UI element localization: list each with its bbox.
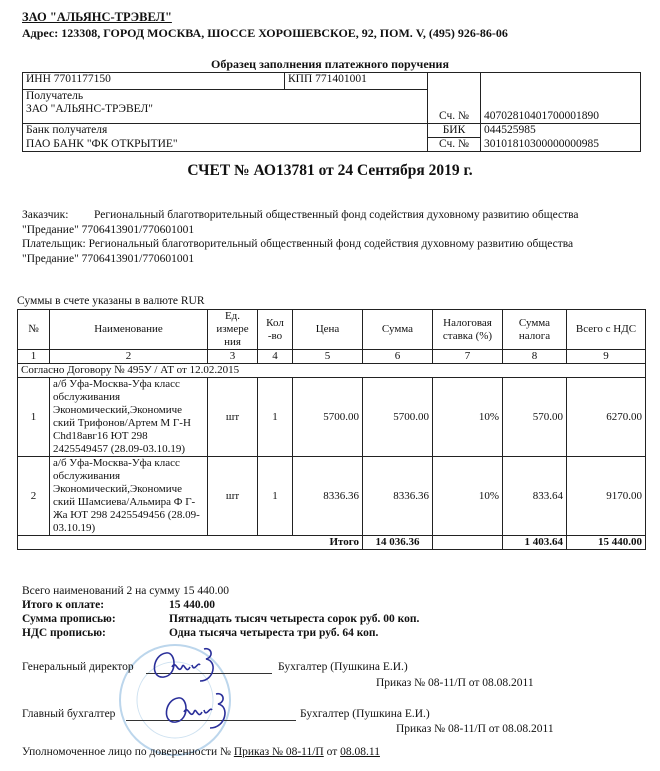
row-number: 2 (18, 457, 50, 536)
customer-line2: "Предание" 7706413901/770601001 (22, 223, 195, 236)
row-total: 9170.00 (567, 457, 646, 536)
col-header: Всего с НДС (567, 310, 646, 350)
director-signature-icon (148, 645, 228, 685)
table-row (18, 378, 646, 457)
total-tax: 1 403.64 (503, 536, 567, 550)
summary (22, 584, 419, 640)
proxy-from: от (326, 746, 338, 758)
proxy-doc: Приказ № 08-11/П (233, 746, 324, 758)
corr-label: Сч. № (428, 138, 481, 152)
currency-note: Суммы в счете указаны в валюте RUR (17, 295, 205, 307)
vat-label: НДС прописью: (22, 627, 106, 639)
recipient-label: Получатель (26, 90, 84, 102)
accountant-label: Главный бухгалтер (22, 708, 116, 720)
parties (22, 208, 578, 266)
proxy-label: Уполномоченное лицо по доверенности № (22, 746, 231, 758)
payer-label: Плательщик: (22, 238, 86, 250)
row-name: а/б Уфа-Москва-Уфа класс обслуживания Экономический,Экономиче ский Шамсиева/Альмира Ф Г-Жа ЮТ 298 2425549456 (28.09-03.10.19) (50, 457, 208, 536)
row-rate: 10% (433, 378, 503, 457)
row-rate: 10% (433, 457, 503, 536)
row-qty: 1 (258, 457, 293, 536)
director-order: Приказ № 08-11/П от 08.08.2011 (376, 677, 534, 689)
director-label: Генеральный директор (22, 661, 134, 673)
col-number: 6 (363, 350, 433, 364)
col-header: Ед. измере ния (208, 310, 258, 350)
proxy-date: 08.08.11 (340, 746, 380, 758)
col-number: 1 (18, 350, 50, 364)
col-number: 4 (258, 350, 293, 364)
inn: ИНН 7701177150 (23, 73, 285, 90)
payer-line2: "Предание" 7706413901/770601001 (22, 252, 195, 265)
items-table (17, 309, 646, 550)
col-number: 2 (50, 350, 208, 364)
bank-label: Банк получателя (23, 124, 428, 138)
company-name: ЗАО "АЛЬЯНС-ТРЭВЕЛ" (22, 10, 172, 24)
company-address: Адрес: 123308, ГОРОД МОСКВА, ШОССЕ ХОРОШЕВСКОЕ, 92, ПОМ. V, (495) 926-86-06 (22, 26, 508, 40)
row-total: 6270.00 (567, 378, 646, 457)
to-pay: 15 440.00 (169, 599, 215, 611)
row-unit: шт (208, 457, 258, 536)
customer: Региональный благотворительный общественный фонд содействия духовному развитию общества (94, 209, 579, 221)
col-header: Сумма (363, 310, 433, 350)
account: 40702810401700001890 (481, 73, 641, 124)
row-name: а/б Уфа-Москва-Уфа класс обслуживания Экономический,Экономиче ский Трифонов/Артем М Г-Н Chd18авг16 ЮТ 298 2425549457 (28.09-03.10.19) (50, 378, 208, 457)
col-number: 5 (293, 350, 363, 364)
col-header: Сумма налога (503, 310, 567, 350)
kpp: КПП 771401001 (285, 73, 428, 90)
row-number: 1 (18, 378, 50, 457)
customer-label: Заказчик: (22, 209, 69, 221)
bik-label: БИК (428, 124, 481, 138)
row-qty: 1 (258, 378, 293, 457)
col-number: 9 (567, 350, 646, 364)
col-header: Налоговая ставка (%) (433, 310, 503, 350)
accountant-order: Приказ № 08-11/П от 08.08.2011 (396, 723, 554, 735)
bank-details-table (22, 72, 641, 152)
row-sum: 5700.00 (363, 378, 433, 457)
accountant-name: Бухгалтер (Пушкина Е.И.) (300, 708, 430, 720)
row-tax: 570.00 (503, 378, 567, 457)
row-tax: 833.64 (503, 457, 567, 536)
amount-words: Пятнадцать тысяч четыреста сорок руб. 00 коп. (169, 613, 420, 625)
corr-account: 30101810300000000985 (481, 138, 641, 152)
accountant-signature-icon (160, 690, 240, 732)
col-header: № (18, 310, 50, 350)
col-header: Кол -во (258, 310, 293, 350)
total-sum: 14 036.36 (363, 536, 433, 550)
account-label: Сч. № (428, 73, 481, 124)
col-number: 8 (503, 350, 567, 364)
table-row (18, 457, 646, 536)
row-price: 8336.36 (293, 457, 363, 536)
bank-caption: Образец заполнения платежного поручения (211, 57, 449, 71)
bank-name: ПАО БАНК "ФК ОТКРЫТИЕ" (23, 138, 428, 152)
row-sum: 8336.36 (363, 457, 433, 536)
col-header: Цена (293, 310, 363, 350)
bik: 044525985 (481, 124, 641, 138)
invoice-title: СЧЕТ № АО13781 от 24 Сентября 2019 г. (187, 162, 473, 179)
director-name: Бухгалтер (Пушкина Е.И.) (278, 661, 408, 673)
count-line: Всего наименований 2 на сумму 15 440.00 (22, 585, 229, 597)
vat-words: Одна тысяча четыреста три руб. 64 коп. (169, 627, 379, 639)
total-all: 15 440.00 (567, 536, 646, 550)
to-pay-label: Итого к оплате: (22, 599, 105, 611)
col-number: 3 (208, 350, 258, 364)
col-header: Наименование (50, 310, 208, 350)
proxy-line (22, 746, 380, 758)
words-label: Сумма прописью: (22, 613, 116, 625)
row-unit: шт (208, 378, 258, 457)
contract-row: Согласно Договору № 495У / АТ от 12.02.2015 (18, 364, 646, 378)
row-price: 5700.00 (293, 378, 363, 457)
recipient: ЗАО "АЛЬЯНС-ТРЭВЕЛ" (26, 103, 153, 115)
total-label: Итого (18, 536, 363, 550)
col-number: 7 (433, 350, 503, 364)
payer: Региональный благотворительный общественный фонд содействия духовному развитию общества (88, 238, 574, 250)
